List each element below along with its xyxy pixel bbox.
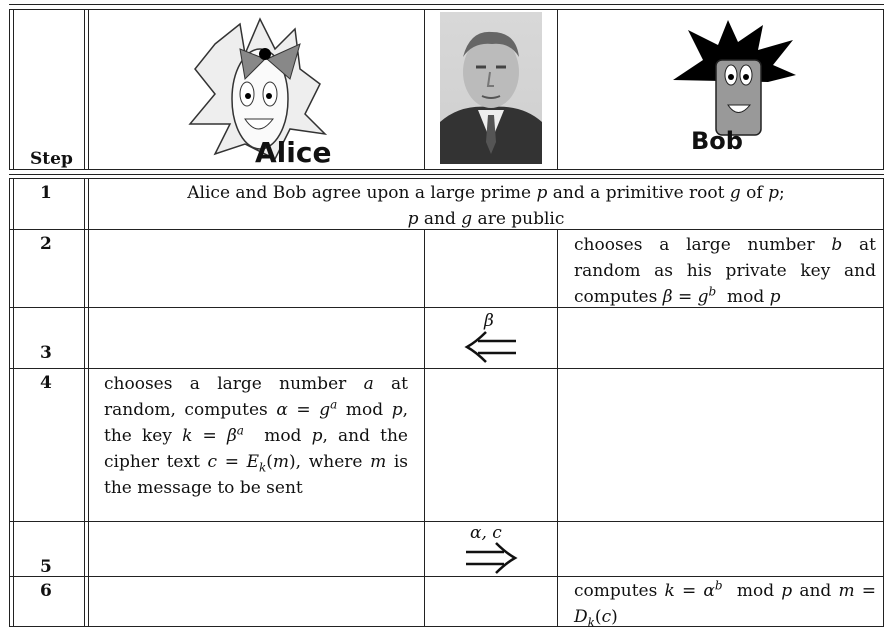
step-number: 3 xyxy=(40,343,52,363)
alice-name: Alice xyxy=(255,136,332,169)
arrow-label-beta: β xyxy=(484,311,494,331)
bob-name: Bob xyxy=(691,127,743,155)
agreement-line-2: p and g are public xyxy=(407,209,565,229)
alice-step-4-text: chooses a large number a at random, computes $\alpha = g^a$ mod p, the key $k = \beta^a$ mod p, and the cipher text $c = E_k(m)$, where m is the message to be sent xyxy=(104,374,408,498)
step-number: 6 xyxy=(40,581,52,601)
step-number: 1 xyxy=(40,183,52,203)
step-number: 5 xyxy=(40,557,52,577)
agreement-line-1: Alice and Bob agree upon a large prime p and a primitive root g of p; xyxy=(187,183,785,203)
left-double-arrow-icon xyxy=(464,330,518,364)
bob-step-2-text: chooses a large number b at random as his private key and computes $\beta = g^b$ mod p xyxy=(574,235,876,307)
step-number: 4 xyxy=(40,373,52,393)
agreement-text xyxy=(89,180,883,232)
bob-step-6-text: computes $k = \alpha^b$ mod p and $m = D_k(c)$ xyxy=(574,578,876,630)
step-column-header: Step xyxy=(30,149,73,169)
right-double-arrow-icon xyxy=(464,541,518,575)
arrow-label-alpha-c: α, c xyxy=(470,523,502,543)
step-number: 2 xyxy=(40,234,52,254)
portrait-photo xyxy=(440,12,542,164)
